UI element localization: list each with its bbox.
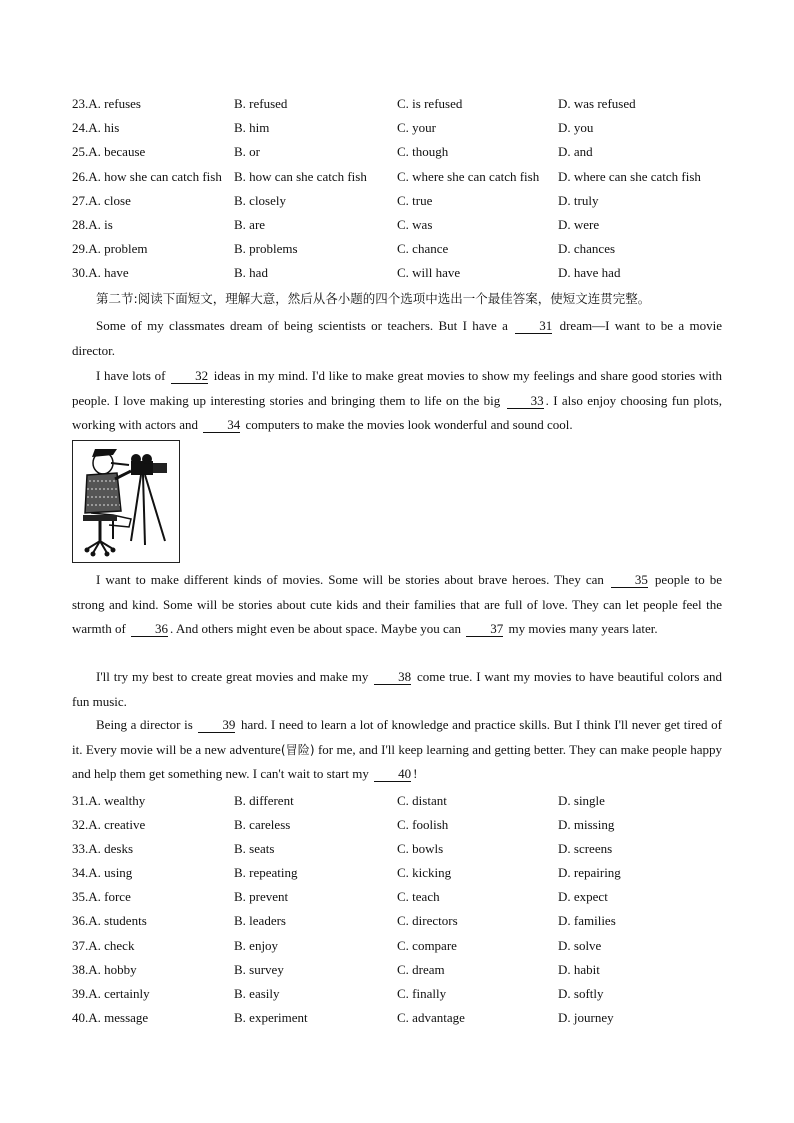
question-34 (72, 865, 732, 885)
blank-31[interactable]: 31 (515, 319, 552, 334)
option-b: B. experiment (234, 1010, 308, 1025)
blank-37[interactable]: 37 (466, 622, 503, 637)
blank-35[interactable]: 35 (611, 573, 648, 588)
question-33 (72, 841, 732, 861)
option-d: D. missing (558, 817, 615, 832)
option-b: B. closely (234, 193, 286, 208)
passage-paragraph-4: I'll try my best to create great movies and make my 38 come true. I want my movies to have beautiful colors and fun music. (72, 669, 722, 709)
option-c: C. was (397, 217, 433, 232)
option-b: B. or (234, 144, 260, 159)
option-b: B. how can she catch fish (234, 169, 367, 184)
option-d: D. have had (558, 265, 621, 280)
option-c: C. bowls (397, 841, 444, 856)
question-32 (72, 817, 732, 837)
option-d: D. solve (558, 938, 602, 953)
question-38 (72, 962, 732, 982)
section-heading: 第二节:阅读下面短文，理解大意，然后从各小题的四个选项中选出一个最佳答案，使短文连贯完整。 (96, 291, 651, 306)
option-b: B. problems (234, 241, 298, 256)
option-a: 33.A. desks (72, 841, 134, 856)
question-25 (72, 144, 732, 164)
option-b: B. refused (234, 96, 288, 111)
option-b: B. prevent (234, 889, 289, 904)
option-c: C. will have (397, 265, 461, 280)
option-c: C. advantage (397, 1010, 465, 1025)
question-36 (72, 913, 732, 933)
passage-paragraph-5: Being a director is 39 hard. I need to learn a lot of knowledge and practice skills. But I think I'll never get tired of it. Every movie will be a new adventure(冒险) for me, and I'll keep learning and getting better. They can make people happy and help them get something new. I can't wait to start my 40 ! (72, 717, 722, 781)
option-c: C. finally (397, 986, 447, 1001)
question-37 (72, 938, 732, 958)
option-a: 40.A. message (72, 1010, 149, 1025)
blank-39[interactable]: 39 (198, 718, 235, 733)
option-d: D. chances (558, 241, 616, 256)
option-a: 28.A. is (72, 217, 113, 232)
option-a: 23.A. refuses (72, 96, 141, 111)
option-d: D. were (558, 217, 600, 232)
option-b: B. different (234, 793, 294, 808)
option-b: B. him (234, 120, 270, 135)
option-c: C. chance (397, 241, 449, 256)
option-a: 34.A. using (72, 865, 133, 880)
option-d: D. habit (558, 962, 600, 977)
option-d: D. expect (558, 889, 608, 904)
blank-34[interactable]: 34 (203, 418, 240, 433)
option-d: D. journey (558, 1010, 614, 1025)
question-29 (72, 241, 732, 261)
option-b: B. survey (234, 962, 284, 977)
option-b: B. seats (234, 841, 275, 856)
option-a: 26.A. how she can catch fish (72, 169, 222, 184)
option-d: D. where can she catch fish (558, 169, 701, 184)
option-b: B. careless (234, 817, 291, 832)
blank-38[interactable]: 38 (374, 670, 411, 685)
option-b: B. leaders (234, 913, 286, 928)
blank-32[interactable]: 32 (171, 369, 208, 384)
option-c: C. where she can catch fish (397, 169, 540, 184)
option-d: D. repairing (558, 865, 621, 880)
director-illustration (72, 440, 180, 563)
question-27 (72, 193, 732, 213)
passage-paragraph-3: I want to make different kinds of movies. Some will be stories about brave heroes. They can 35 people to be strong and kind. Some will be stories about cute kids and their families that are full of love. They can let people feel the warmth of 36 . And others might even be about space. Maybe you can 37 my movies many years later. (72, 572, 722, 636)
option-c: C. true (397, 193, 433, 208)
option-d: D. screens (558, 841, 613, 856)
option-c: C. foolish (397, 817, 449, 832)
option-b: B. repeating (234, 865, 298, 880)
option-a: 30.A. have (72, 265, 129, 280)
option-c: C. your (397, 120, 436, 135)
option-a: 31.A. wealthy (72, 793, 146, 808)
passage-paragraph-2: I have lots of 32 ideas in my mind. I'd like to make great movies to show my feelings and share good stories with people. I love making up interesting stories and bringing them to life on the big 33 . I also enjoy choosing fun plots, working with actors and 34 computers to make the movies look wonderful and sound cool. (72, 368, 722, 432)
question-26 (72, 169, 732, 189)
question-23 (72, 96, 732, 116)
option-d: D. softly (558, 986, 604, 1001)
blank-40[interactable]: 40 (374, 767, 411, 782)
option-a: 24.A. his (72, 120, 120, 135)
question-30 (72, 265, 732, 285)
passage-paragraph-1: Some of my classmates dream of being scientists or teachers. But I have a 31 dream—I want to be a movie director. (72, 318, 722, 358)
question-24 (72, 120, 732, 140)
director-with-camera-icon (73, 441, 179, 562)
question-28 (72, 217, 732, 237)
question-35 (72, 889, 732, 909)
option-a: 27.A. close (72, 193, 131, 208)
option-b: B. easily (234, 986, 280, 1001)
option-a: 38.A. hobby (72, 962, 137, 977)
option-d: D. you (558, 120, 594, 135)
option-c: C. directors (397, 913, 458, 928)
question-39 (72, 986, 732, 1006)
option-a: 32.A. creative (72, 817, 146, 832)
option-a: 35.A. force (72, 889, 131, 904)
option-b: B. had (234, 265, 268, 280)
option-d: D. families (558, 913, 616, 928)
option-c: C. kicking (397, 865, 452, 880)
option-a: 25.A. because (72, 144, 146, 159)
option-b: B. are (234, 217, 266, 232)
blank-33[interactable]: 33 (507, 394, 544, 409)
option-d: D. and (558, 144, 593, 159)
option-c: C. though (397, 144, 449, 159)
option-d: D. truly (558, 193, 599, 208)
option-d: D. single (558, 793, 605, 808)
option-c: C. teach (397, 889, 440, 904)
option-a: 37.A. check (72, 938, 135, 953)
option-d: D. was refused (558, 96, 636, 111)
option-c: C. dream (397, 962, 445, 977)
option-a: 29.A. problem (72, 241, 148, 256)
option-b: B. enjoy (234, 938, 279, 953)
question-31 (72, 793, 732, 813)
option-a: 36.A. students (72, 913, 147, 928)
option-c: C. distant (397, 793, 447, 808)
option-c: C. compare (397, 938, 457, 953)
option-a: 39.A. certainly (72, 986, 150, 1001)
blank-36[interactable]: 36 (131, 622, 168, 637)
question-40 (72, 1010, 732, 1030)
option-c: C. is refused (397, 96, 463, 111)
